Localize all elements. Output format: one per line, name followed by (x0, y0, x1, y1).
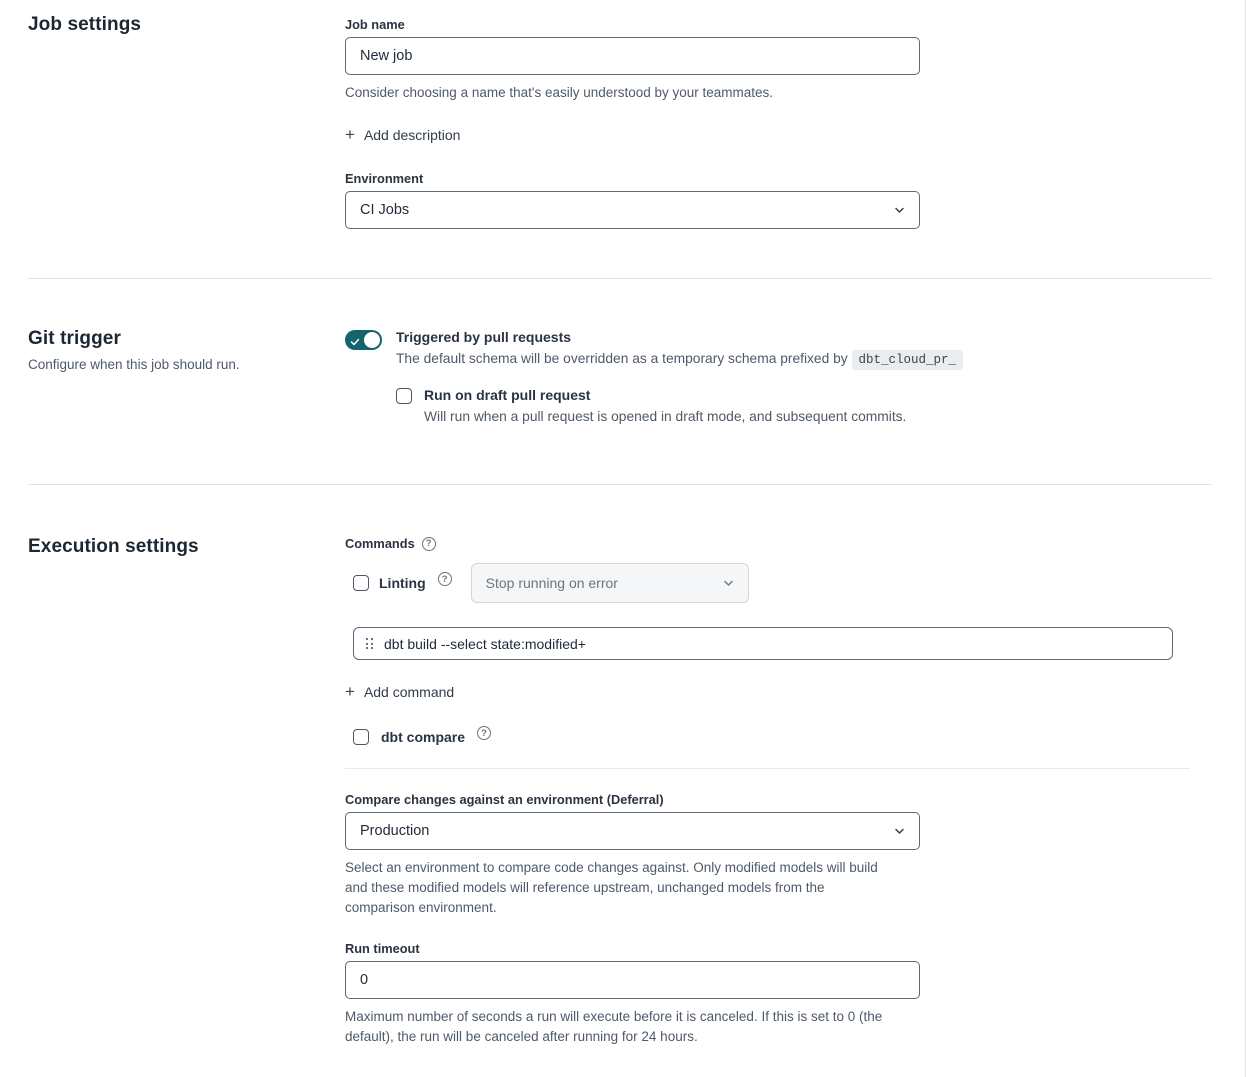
run-on-draft-label: Run on draft pull request (424, 387, 591, 403)
section-job-settings (0, 0, 1245, 278)
checkmark-icon (350, 334, 360, 344)
commands-label: Commands (345, 536, 415, 551)
section-git-trigger (0, 279, 1245, 484)
deferral-value: Production (360, 823, 430, 839)
add-description-button[interactable] (345, 126, 460, 143)
chevron-down-icon (894, 826, 905, 837)
chevron-down-icon (723, 578, 734, 589)
run-on-draft-checkbox[interactable] (396, 388, 412, 404)
job-settings-title: Job settings (28, 14, 142, 35)
command-text: dbt build --select state:modified+ (384, 635, 586, 652)
pull-request-toggle[interactable] (345, 330, 382, 350)
help-icon[interactable]: ? (438, 572, 452, 586)
chevron-down-icon (894, 205, 905, 216)
section-execution-settings (0, 485, 1245, 1077)
help-icon[interactable]: ? (422, 537, 436, 551)
linting-label: Linting (379, 575, 426, 591)
commands-label-row (345, 536, 1245, 551)
plus-icon: + (345, 125, 355, 144)
git-trigger-title: Git trigger (28, 328, 121, 349)
command-row[interactable] (353, 627, 1173, 660)
add-command-button[interactable] (345, 683, 454, 700)
job-name-input[interactable] (345, 37, 920, 75)
run-timeout-label: Run timeout (345, 941, 420, 956)
environment-label: Environment (345, 171, 424, 186)
schema-prefix-code: dbt_cloud_pr_ (852, 350, 964, 370)
deferral-label: Compare changes against an environment (Deferral) (345, 792, 664, 807)
plus-icon: + (345, 682, 355, 701)
dbt-compare-label: dbt compare (381, 729, 466, 745)
add-description-label: Add description (363, 126, 461, 143)
drag-handle-icon[interactable] (366, 638, 373, 649)
run-timeout-helper: Maximum number of seconds a run will execute before it is canceled. If this is set to 0 (the default), the run will be canceled after running for 24 hours. (345, 1009, 883, 1044)
environment-value: CI Jobs (360, 202, 410, 218)
subsection-divider (345, 768, 1190, 769)
help-icon[interactable]: ? (477, 726, 491, 740)
toggle-knob (364, 332, 380, 348)
execution-settings-title: Execution settings (28, 536, 199, 557)
job-name-helper: Consider choosing a name that's easily understood by your teammates. (345, 85, 774, 100)
deferral-helper: Select an environment to compare code changes against. Only modified models will build and these modified models will reference upstream, unchanged models from the comparison environment. (345, 860, 878, 915)
run-on-draft-desc: Will run when a pull request is opened in draft mode, and subsequent commits. (424, 409, 907, 424)
linting-mode-select (471, 563, 749, 603)
pull-request-toggle-label: Triggered by pull requests (396, 329, 572, 345)
git-trigger-subtitle: Configure when this job should run. (28, 357, 240, 372)
pull-request-toggle-desc: The default schema will be overridden as a temporary schema prefixed by dbt_cloud_pr_ (396, 349, 963, 370)
deferral-select[interactable] (345, 812, 920, 850)
add-command-label: Add command (363, 683, 455, 700)
job-name-label: Job name (345, 17, 405, 32)
linting-checkbox[interactable] (353, 575, 369, 591)
run-timeout-input[interactable] (345, 961, 920, 999)
linting-mode-value: Stop running on error (485, 575, 618, 591)
dbt-compare-checkbox[interactable] (353, 729, 369, 745)
environment-select[interactable] (345, 191, 920, 229)
